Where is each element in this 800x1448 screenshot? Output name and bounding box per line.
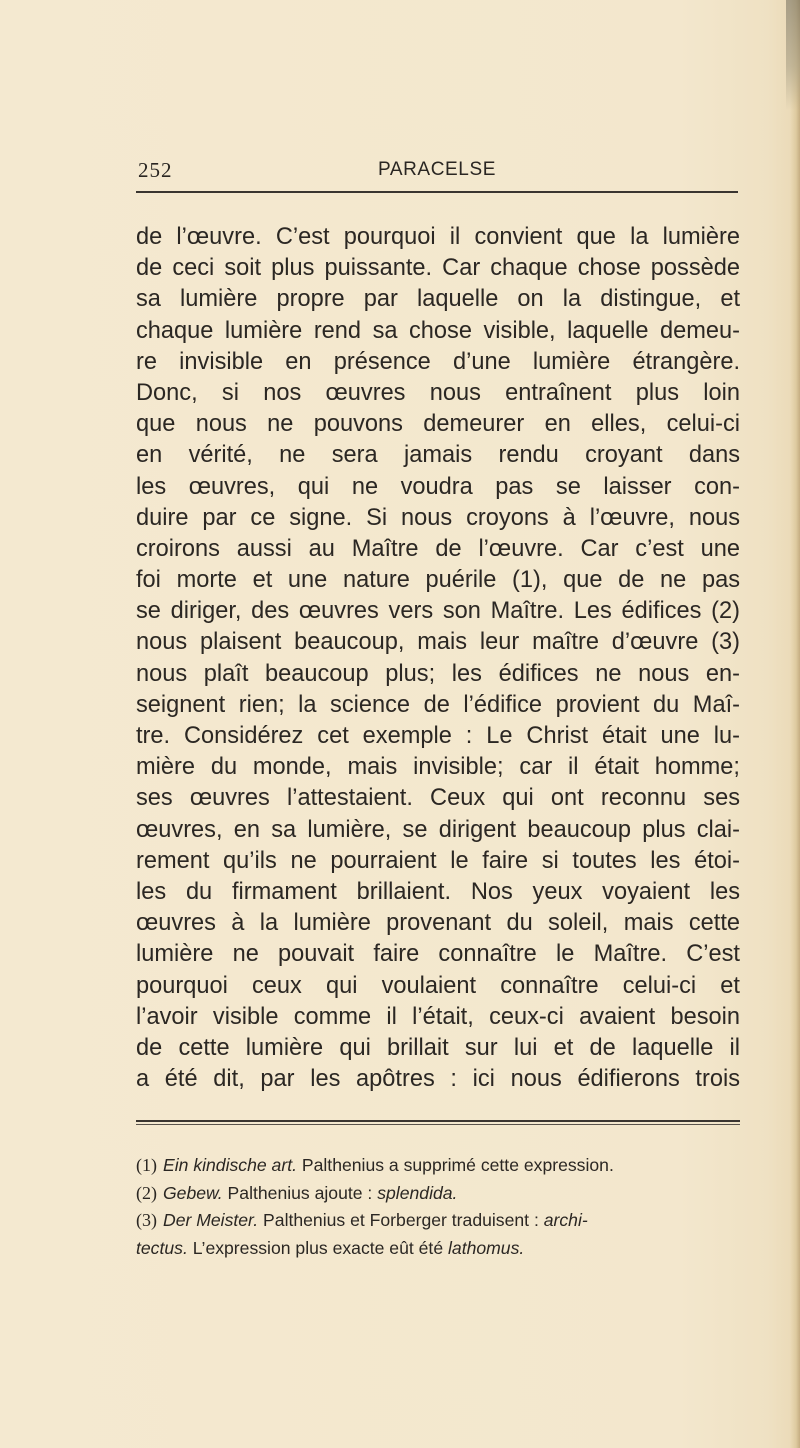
footnote-2 — [136, 1180, 740, 1208]
footnote-text: Palthenius ajoute : — [222, 1182, 378, 1203]
body-line: duire par ce signe. Si nous croyons à l’œuvre, nous — [136, 504, 740, 531]
body-line: les du firmament brillaient. Nos yeux voyaient les — [136, 878, 740, 905]
footnote-text: L’expression plus exacte eût été — [187, 1237, 448, 1258]
body-line: nous plaît beaucoup plus; les édifices ne nous en- — [136, 660, 740, 687]
body-line: de cette lumière qui brillait sur lui et de laquelle il — [136, 1034, 740, 1061]
header-rule — [136, 191, 738, 193]
footnote-rule-thin — [136, 1124, 740, 1125]
footnote-source-term: Ein kindische art. — [163, 1155, 297, 1175]
body-line: a été dit, par les apôtres : ici nous édifierons trois — [136, 1066, 740, 1093]
page-number: 252 — [138, 158, 173, 182]
body-line: Donc, si nos œuvres nous entraînent plus loin — [136, 379, 740, 406]
body-line: lumière ne pouvait faire connaître le Maître. C’est — [136, 941, 740, 968]
footnote-latin-term: lathomus. — [448, 1237, 525, 1258]
footnote-source-term: Der Meister. — [163, 1210, 259, 1230]
body-line: de ceci soit plus puissante. Car chaque chose possède — [136, 255, 740, 282]
body-line: que nous ne pouvons demeurer en elles, celui-ci — [136, 411, 740, 438]
body-line: rement qu’ils ne pourraient le faire si toutes les étoi- — [136, 847, 740, 874]
body-line: nous plaisent beaucoup, mais leur maître d’œuvre (3) — [136, 629, 740, 656]
body-line: tre. Considérez cet exemple : Le Christ était une lu- — [136, 723, 740, 749]
footnotes — [136, 1152, 740, 1262]
footnote-text: Palthenius et Forberger traduisent : — [258, 1210, 544, 1230]
footnote-3-continuation — [136, 1235, 740, 1263]
body-line: pourquoi ceux qui voulaient connaître celui-ci et — [136, 972, 740, 999]
footnote-marker: (1) — [136, 1155, 157, 1175]
footnote-latin-term: splendida. — [377, 1182, 458, 1203]
footnote-source-term: Gebew. — [163, 1182, 223, 1203]
footnote-rule — [136, 1120, 740, 1122]
footnote-marker: (2) — [136, 1182, 157, 1203]
footnote-text: Palthenius a supprimé cette expression. — [296, 1155, 614, 1175]
body-line: foi morte et une nature puérile (1), que de ne pas — [136, 567, 740, 594]
body-line: se diriger, des œuvres vers son Maître. Les édifices (2) — [136, 598, 740, 625]
body-line: œuvres à la lumière provenant du soleil, mais cette — [136, 910, 740, 937]
page-edge-shadow — [790, 0, 800, 1448]
body-text — [136, 222, 740, 1095]
body-line: croirons aussi au Maître de l’œuvre. Car c’est une — [136, 535, 740, 562]
body-line: les œuvres, qui ne voudra pas se laisser con- — [136, 473, 740, 500]
footnote-1 — [136, 1152, 740, 1180]
body-line: sa lumière propre par laquelle on la distingue, et — [136, 286, 740, 313]
body-line: mière du monde, mais invisible; car il était homme; — [136, 754, 740, 781]
body-line: en vérité, ne sera jamais rendu croyant dans — [136, 442, 740, 469]
footnote-3 — [136, 1207, 740, 1235]
footnote-latin-term: archi- — [543, 1210, 588, 1230]
running-header — [136, 158, 738, 188]
body-line: de l’œuvre. C’est pourquoi il convient que la lumière — [136, 224, 740, 250]
body-line: ses œuvres l’attestaient. Ceux qui ont reconnu ses — [136, 785, 740, 812]
body-line: re invisible en présence d’une lumière étrangère. — [136, 348, 740, 375]
body-line: seignent rien; la science de l’édifice provient du Maî- — [136, 691, 740, 718]
page-edge-dark-corner — [786, 0, 800, 110]
footnote-latin-term: tectus. — [136, 1237, 188, 1258]
footnote-marker: (3) — [136, 1210, 157, 1230]
running-title: PARACELSE — [377, 159, 497, 180]
body-line: œuvres, en sa lumière, se dirigent beaucoup plus clai- — [136, 816, 740, 843]
body-line: chaque lumière rend sa chose visible, laquelle demeu- — [136, 317, 740, 344]
body-line: l’avoir visible comme il l’était, ceux-ci avaient besoin — [136, 1003, 740, 1030]
